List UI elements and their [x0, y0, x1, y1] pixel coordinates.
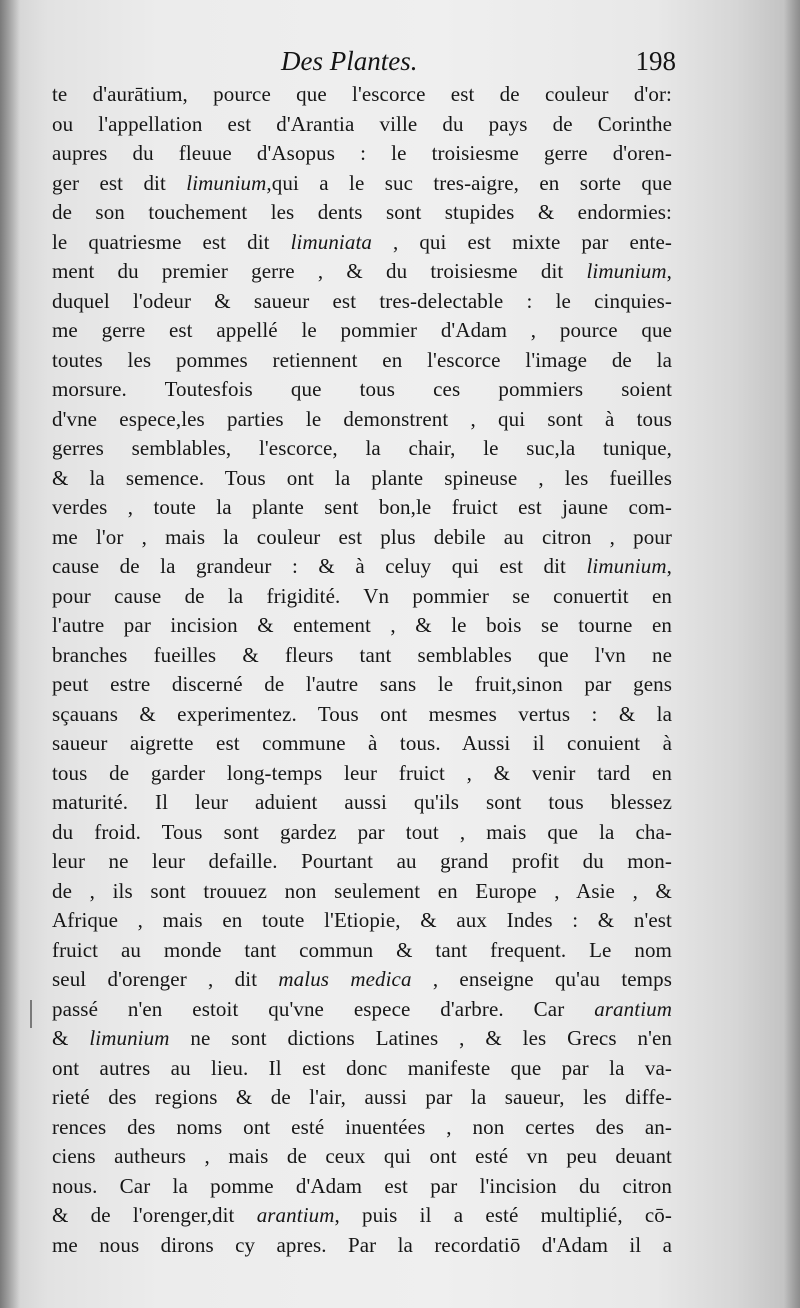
- text-segment: & la semence. Tous ont la plante spineuse , les fueilles: [52, 465, 672, 490]
- text-segment: du froid. Tous sont gardez par tout , mais que la cha-: [52, 819, 672, 844]
- text-segment: ne sont dictions Latines , & les Grecs n'en: [169, 1026, 672, 1050]
- italic-term: limunium: [89, 1026, 170, 1050]
- text-segment: nous. Car la pomme d'Adam est par l'incision du citron: [52, 1173, 672, 1198]
- text-line: [52, 1024, 672, 1054]
- text-segment: aupres du fleuue d'Asopus : le troisiesme gerre d'oren-: [52, 141, 672, 165]
- body-text: [52, 80, 672, 1260]
- text-line: [52, 228, 672, 258]
- margin-bracket: [30, 1000, 40, 1028]
- text-line: [52, 877, 672, 907]
- text-line: [52, 582, 672, 612]
- text-line: [52, 1201, 672, 1231]
- text-line: [52, 1231, 672, 1261]
- text-segment: me nous dirons cy apres. Par la recordatiō d'Adam il a: [52, 1232, 672, 1257]
- text-line: [52, 1172, 672, 1202]
- italic-term: arantium: [594, 996, 672, 1021]
- text-line: [52, 80, 672, 110]
- text-segment: Afrique , mais en toute l'Etiopie, & aux Indes : & n'est: [52, 908, 672, 932]
- text-segment: rieté des regions & de l'air, aussi par la saueur, les diffe-: [52, 1085, 672, 1109]
- text-segment: me gerre est appellé le pommier d'Adam , pource que: [52, 318, 672, 342]
- italic-term: limunium: [186, 170, 267, 195]
- text-line: [52, 257, 672, 287]
- text-segment: & de l'orenger,dit: [52, 1203, 257, 1227]
- text-line: [52, 198, 672, 228]
- text-line: [52, 110, 672, 140]
- text-line: [52, 139, 672, 169]
- text-segment: fruict au monde tant commun & tant frequent. Le nom: [52, 937, 672, 962]
- text-segment: duquel l'odeur & saueur est tres-delectable : le cinquies-: [52, 288, 672, 313]
- text-segment: ,: [666, 554, 672, 578]
- page-header: [46, 40, 676, 80]
- text-line: [52, 287, 672, 317]
- text-segment: gerres semblables, l'escorce, la chair, le suc,la tunique,: [52, 436, 672, 460]
- text-segment: ment du premier gerre , & du troisiesme dit: [52, 259, 587, 283]
- text-line: [52, 729, 672, 759]
- text-segment: te d'aurātium, pource que l'escorce est de couleur d'or:: [52, 82, 672, 106]
- text-line: [52, 493, 672, 523]
- text-line: [52, 936, 672, 966]
- page-gutter-left: [0, 0, 20, 1308]
- text-segment: ont autres au lieu. Il est donc manifeste que par la va-: [52, 1055, 672, 1080]
- text-segment: cause de la grandeur : & à celuy qui est dit: [52, 554, 587, 578]
- text-line: [52, 788, 672, 818]
- text-segment: , qui est mixte par ente-: [371, 229, 672, 254]
- text-line: [52, 346, 672, 376]
- text-segment: ,qui a le suc tres-aigre, en sorte que: [266, 170, 672, 195]
- text-segment: tous de garder long-temps leur fruict , & venir tard en: [52, 760, 672, 785]
- text-line: [52, 552, 672, 582]
- text-segment: , enseigne qu'au temps: [411, 967, 672, 991]
- text-line: [52, 700, 672, 730]
- running-title: Des Plantes.: [281, 46, 418, 76]
- text-line: [52, 1113, 672, 1143]
- italic-term: limuniata: [290, 229, 372, 254]
- text-segment: , puis il a esté multiplié, cō-: [334, 1203, 672, 1227]
- text-line: [52, 759, 672, 789]
- text-segment: passé n'en estoit qu'vne espece d'arbre. Car: [52, 996, 595, 1021]
- text-line: [52, 1054, 672, 1084]
- text-segment: de , ils sont trouuez non seulement en Europe , Asie , &: [52, 878, 672, 903]
- page-gutter-right: [784, 0, 800, 1308]
- text-line: [52, 464, 672, 494]
- text-line: [52, 818, 672, 848]
- text-segment: saueur aigrette est commune à tous. Aussi il conuient à: [52, 731, 672, 755]
- text-segment: l'autre par incision & entement , & le bois se tourne en: [52, 613, 672, 637]
- text-line: [52, 611, 672, 641]
- italic-term: limunium: [586, 554, 667, 578]
- text-line: [52, 641, 672, 671]
- text-line: [52, 1142, 672, 1172]
- text-segment: pour cause de la frigidité. Vn pommier se conuertit en: [52, 583, 672, 608]
- text-segment: &: [52, 1026, 90, 1050]
- text-segment: verdes , toute la plante sent bon,le fruict est jaune com-: [52, 495, 672, 519]
- text-line: [52, 906, 672, 936]
- text-line: [52, 965, 672, 995]
- page-number: 198: [635, 46, 676, 76]
- text-line: [52, 169, 672, 199]
- text-segment: morsure. Toutesfois que tous ces pommiers soient: [52, 377, 672, 401]
- text-line: [52, 995, 672, 1025]
- text-segment: ciens autheurs , mais de ceux qui ont esté vn peu deuant: [52, 1144, 672, 1168]
- text-segment: leur ne leur defaille. Pourtant au grand profit du mon-: [52, 849, 672, 873]
- text-line: [52, 316, 672, 346]
- text-line: [52, 523, 672, 553]
- italic-term: limunium: [586, 259, 667, 283]
- text-line: [52, 1083, 672, 1113]
- text-segment: ou l'appellation est d'Arantia ville du pays de Corinthe: [52, 111, 672, 136]
- text-segment: rences des noms ont esté inuentées , non certes des an-: [52, 1114, 672, 1139]
- text-segment: sçauans & experimentez. Tous ont mesmes vertus : & la: [52, 701, 672, 726]
- text-segment: ,: [666, 259, 672, 283]
- italic-term: arantium: [256, 1203, 335, 1227]
- text-segment: seul d'orenger , dit: [52, 967, 279, 991]
- text-segment: le quatriesme est dit: [52, 229, 291, 254]
- text-line: [52, 434, 672, 464]
- italic-term: malus medica: [278, 967, 412, 991]
- text-segment: ger est dit: [52, 170, 187, 195]
- text-segment: maturité. Il leur aduient aussi qu'ils sont tous blessez: [52, 790, 672, 814]
- text-line: [52, 375, 672, 405]
- text-segment: branches fueilles & fleurs tant semblables que l'vn ne: [52, 642, 672, 667]
- text-line: [52, 847, 672, 877]
- text-segment: peut estre discerné de l'autre sans le fruit,sinon par gens: [52, 672, 672, 696]
- text-segment: de son touchement les dents sont stupides & endormies:: [52, 200, 672, 224]
- text-segment: me l'or , mais la couleur est plus debile au citron , pour: [52, 524, 672, 549]
- text-line: [52, 405, 672, 435]
- text-segment: toutes les pommes retiennent en l'escorce l'image de la: [52, 347, 672, 372]
- text-line: [52, 670, 672, 700]
- text-segment: d'vne espece,les parties le demonstrent , qui sont à tous: [52, 406, 672, 431]
